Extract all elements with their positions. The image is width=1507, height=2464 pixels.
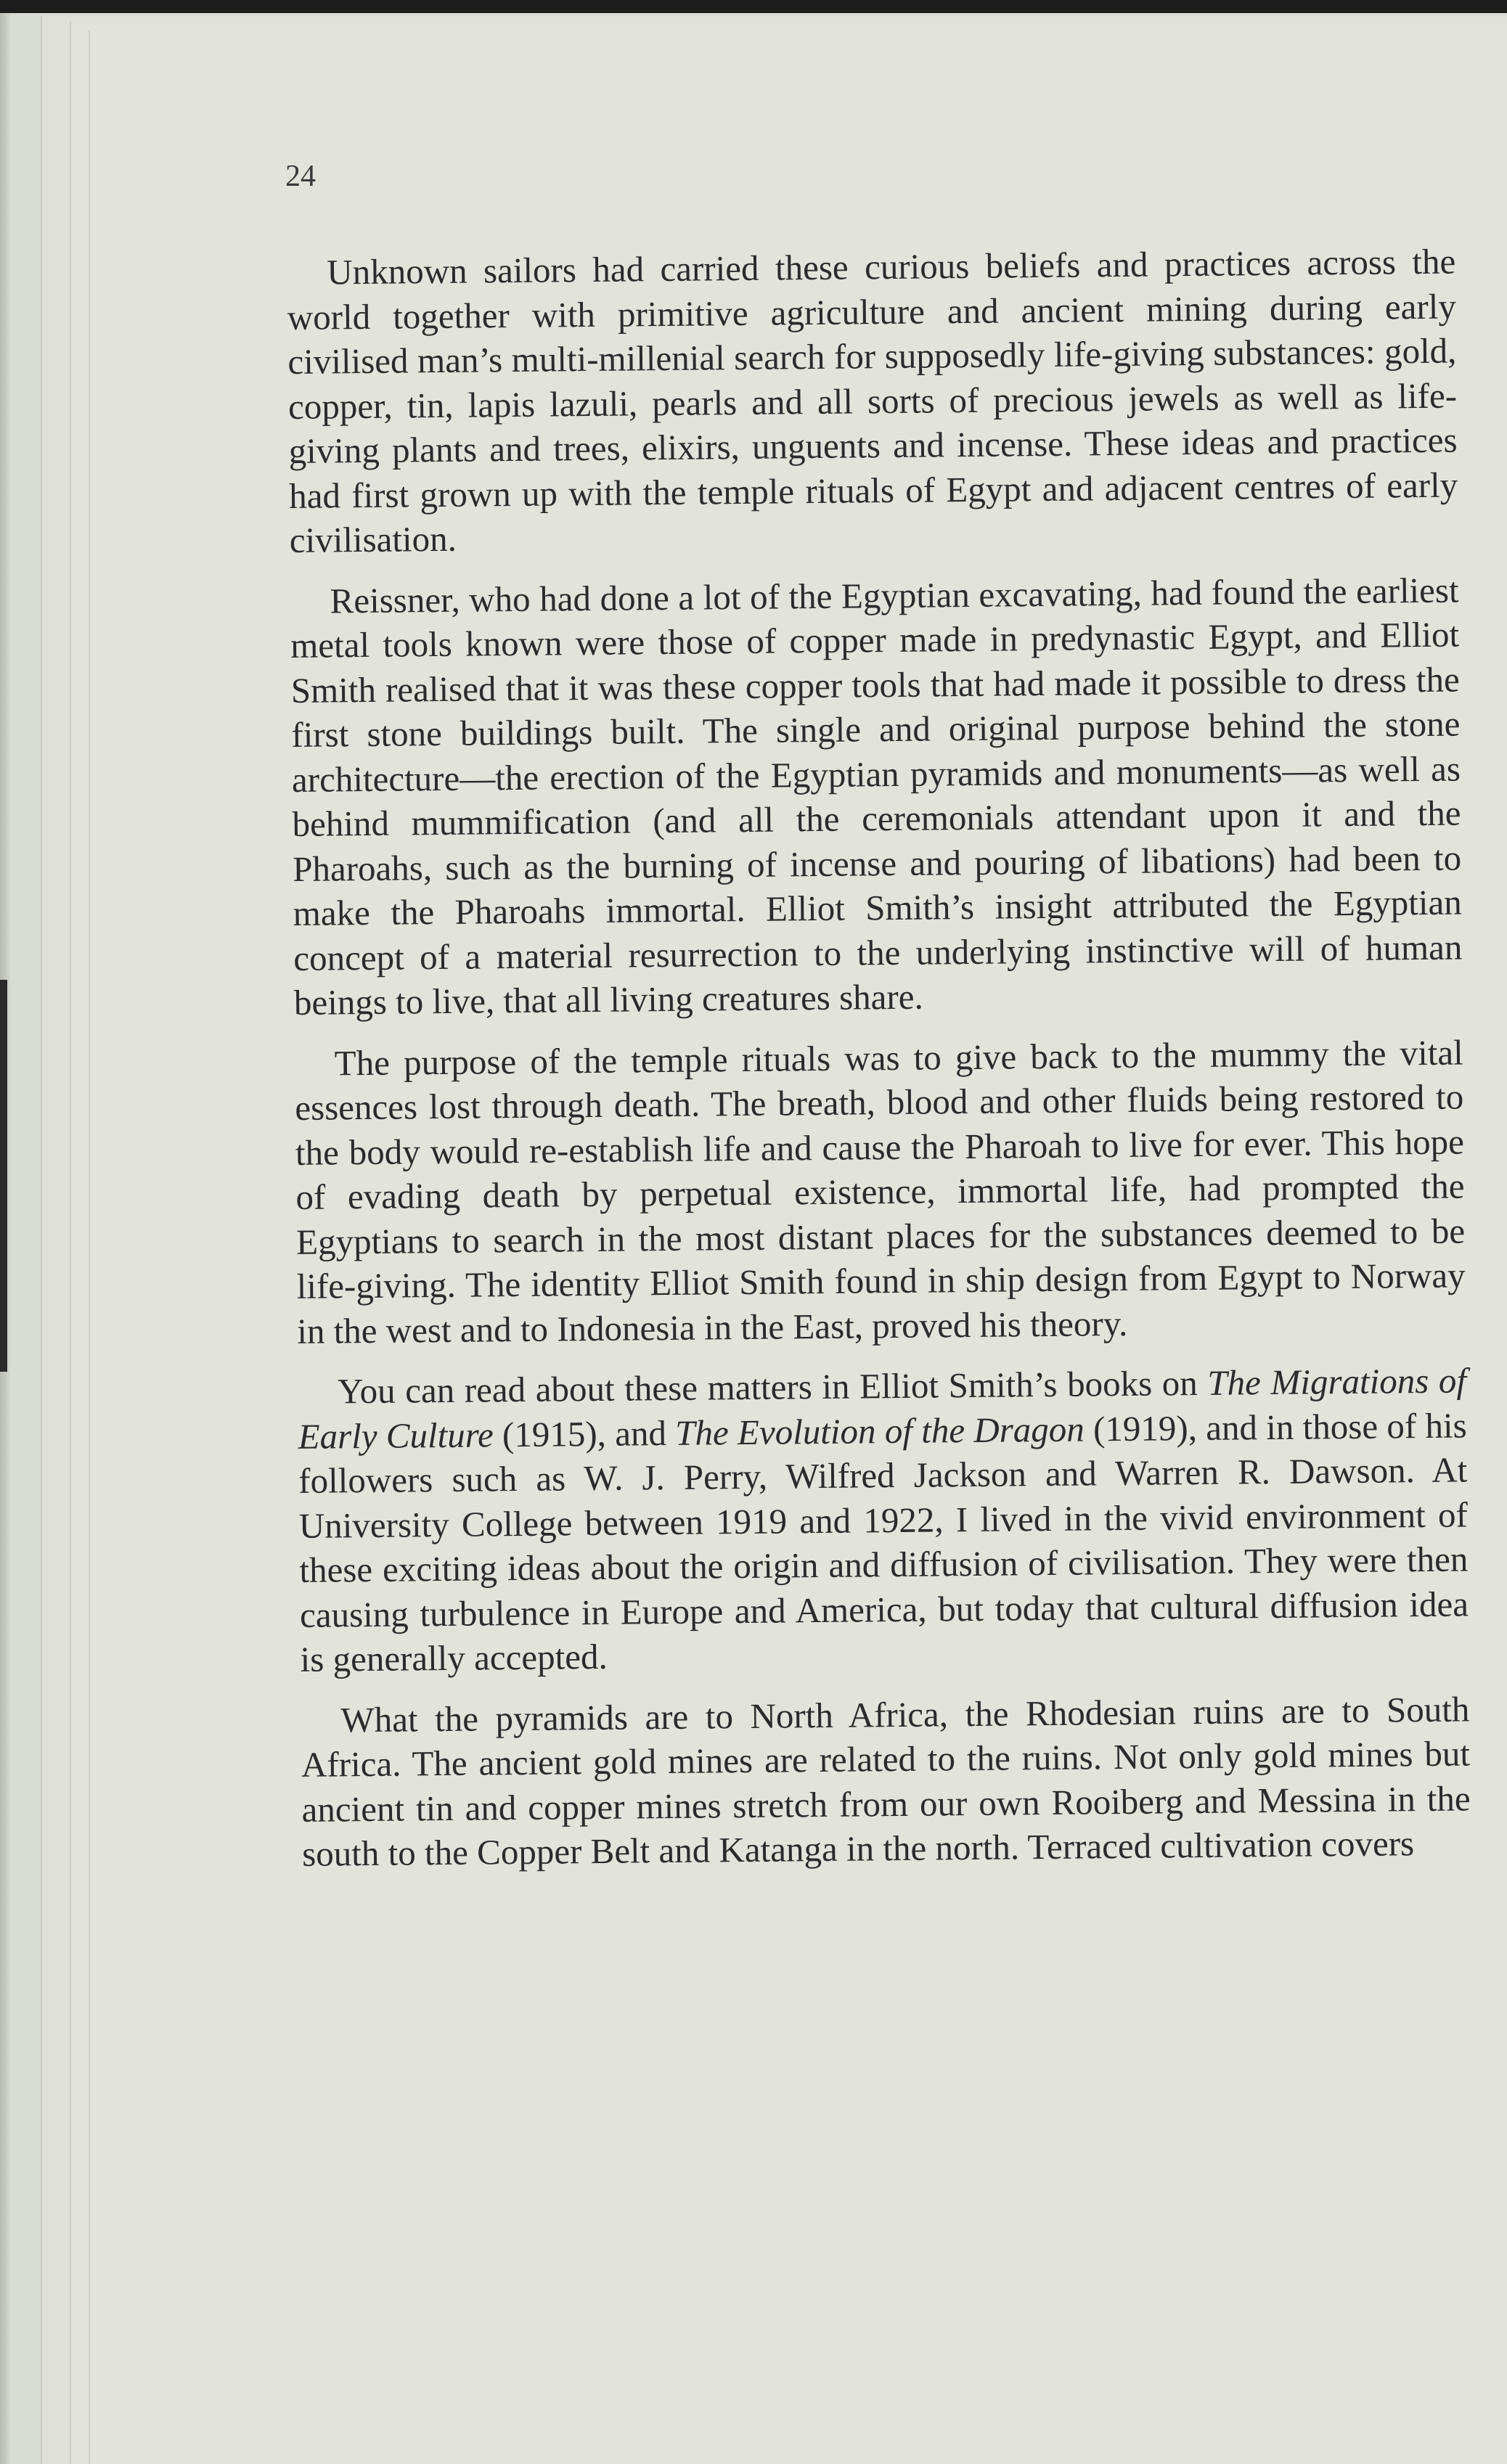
- body-text: [287, 240, 1471, 1877]
- book-edge-dark-strip: [0, 980, 7, 1372]
- scan-top-border: [0, 0, 1507, 13]
- book-title-migrations: The Migrations of Early Culture: [298, 1360, 1467, 1457]
- book-title-evolution-dragon: The Evolution of the Dragon: [674, 1409, 1085, 1453]
- paragraph-4-between-titles: (1915), and: [493, 1412, 676, 1454]
- paragraph-1: Unknown sailors had carried these curious beliefs and practices across the world together with primitive agriculture and ancient mining during early civilised man’s multi-millenial search for supposedly life-giving substances: gold, copper, tin, lapis lazuli, pearls and all sorts of precious jewels as well as life-giving plants and trees, elixirs, unguents and incense. These ideas and practices had first grown up with the temple rituals of Egypt and adjacent centres of early civilisation.: [287, 241, 1458, 560]
- paragraph-4: [298, 1358, 1469, 1682]
- paragraph-5: What the pyramids are to North Africa, the Rhodesian ruins are to South Africa. The ancient gold mines are related to the ruins. Not only gold mines but ancient tin and copper mines stretch from our own Rooiberg and Messina in the south to the Copper Belt and Katanga in the north. Terraced cultivation covers: [301, 1688, 1471, 1874]
- paragraph-4-intro: You can read about these matters in Elliot Smith’s books on: [337, 1362, 1208, 1412]
- paragraph-4-rest: (1919), and in those of his followers such as W. J. Perry, Wilfred Jackson and Warren R. Dawson. At University College between 1919 and 1922, I lived in the vivid environment of these exciting ideas about the origin and diffusion of civilisation. They were then causing turbulence in Europe and America, but today that cultural diffusion idea is generally accepted.: [298, 1404, 1469, 1679]
- paragraph-2: Reissner, who had done a lot of the Egyptian excavating, had found the earliest metal tools known were those of copper made in predynastic Egypt, and Elliot Smith realised that it was these copper tools that had made it possible to dress the first stone buildings built. The single and original purpose behind the stone architecture—the erection of the Egyptian pyramids and monuments—as well as behind mummification (and all the ceremonials attendant upon it and the Pharoahs, such as the burning of incense and pouring of libations) had been to make the Pharoahs immortal. Elliot Smith’s insight attributed the Egyptian concept of a material resurrection to the underlying instinctive will of human beings to live, that all living creatures share.: [290, 570, 1463, 1023]
- page-number: 24: [285, 160, 316, 193]
- paragraph-3: The purpose of the temple rituals was to give back to the mummy the vital essences lost through death. The breath, blood and other fluids being restored to the body would re-establish life and cause the Pharoah to live for ever. This hope of evading death by perpetual existence, immortal life, had prompted the Egyptians to search in the most distant places for the substances deemed to be life-giving. The identity Elliot Smith found in ship design from Egypt to Norway in the west and to Indonesia in the East, proved his theory.: [295, 1031, 1466, 1351]
